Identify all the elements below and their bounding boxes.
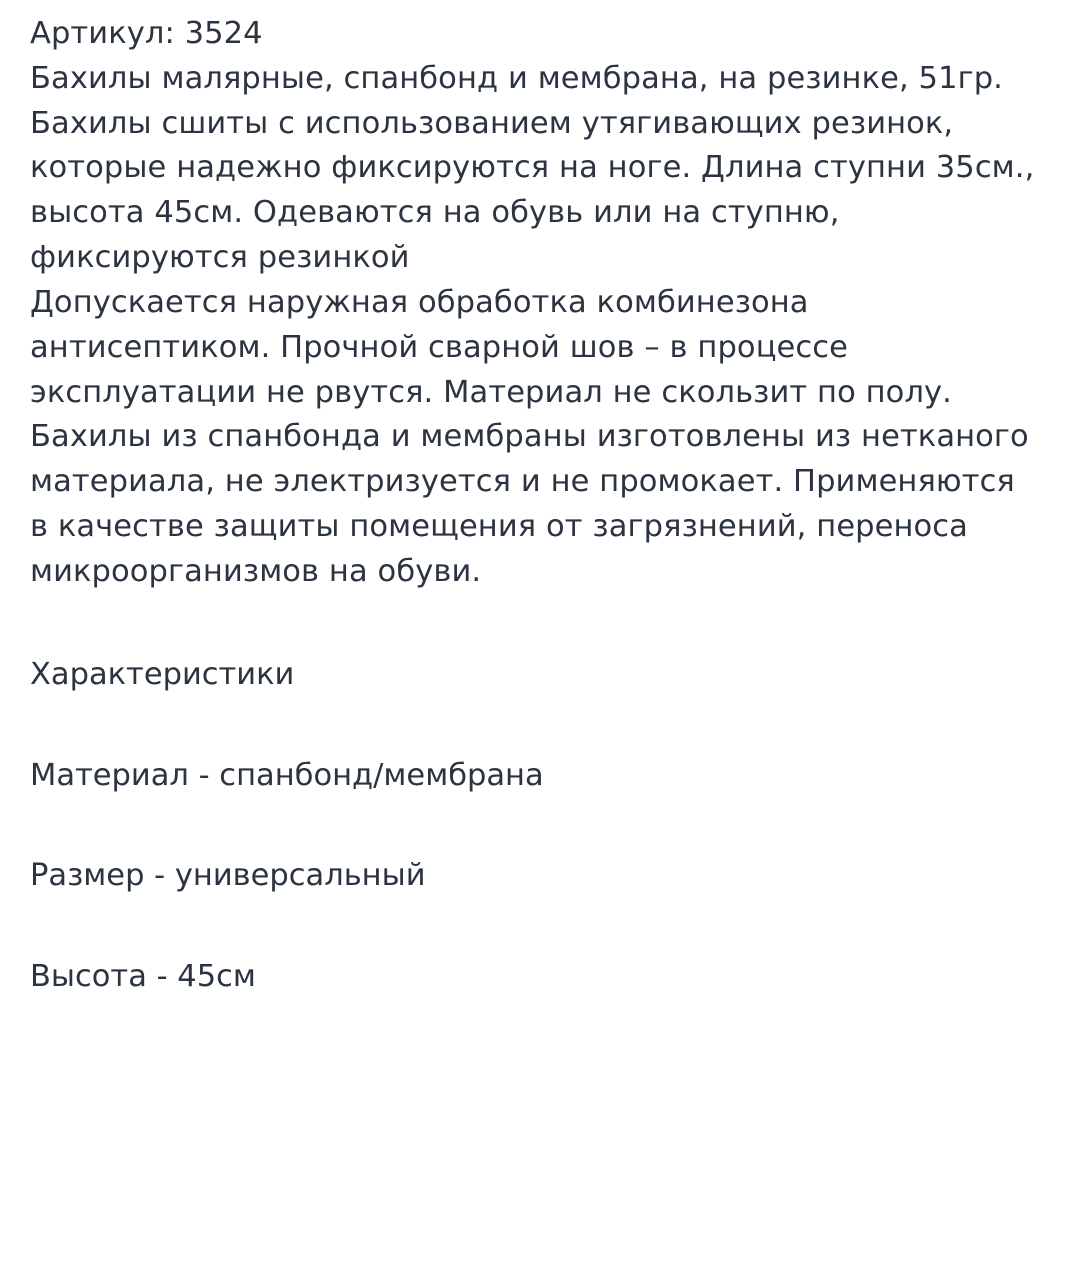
spacer-spec-2 xyxy=(30,899,1036,955)
spacer-after-heading xyxy=(30,698,1036,754)
spacer-before-specs xyxy=(30,595,1036,653)
spec-height: Высота - 45см xyxy=(30,959,256,995)
description-paragraph-3: Допускается наружная обработка комбинезона антисептиком. Прочной сварной шов – в процессе эксплуатации не рвутся. Материал не скользит по полу. xyxy=(30,284,952,410)
description-block xyxy=(30,12,1036,595)
description-paragraph-4: Бахилы из спанбонда и мембраны изготовлены из нетканого материала, не электризуется и не промокает. Применяются в качестве защиты помещения от загрязнений, переноса микроорганизмов на обуви. xyxy=(30,419,1029,589)
spacer-spec-1 xyxy=(30,798,1036,854)
description-paragraph-2: Бахилы сшиты с использованием утягивающих резинок, которые надежно фиксируются на ноге. Длина ступни 35см., высота 45см. Одеваются на обувь или на ступню, фиксируются резинкой xyxy=(30,105,1035,276)
description-paragraph-1: Бахилы малярные, спанбонд и мембрана, на резинке, 51гр. xyxy=(30,60,1003,96)
article-line: Артикул: 3524 xyxy=(30,16,263,51)
spec-size: Размер - универсальный xyxy=(30,858,426,894)
specifications-heading: Характеристики xyxy=(30,656,295,692)
spec-material: Материал - спанбонд/мембрана xyxy=(30,757,544,793)
